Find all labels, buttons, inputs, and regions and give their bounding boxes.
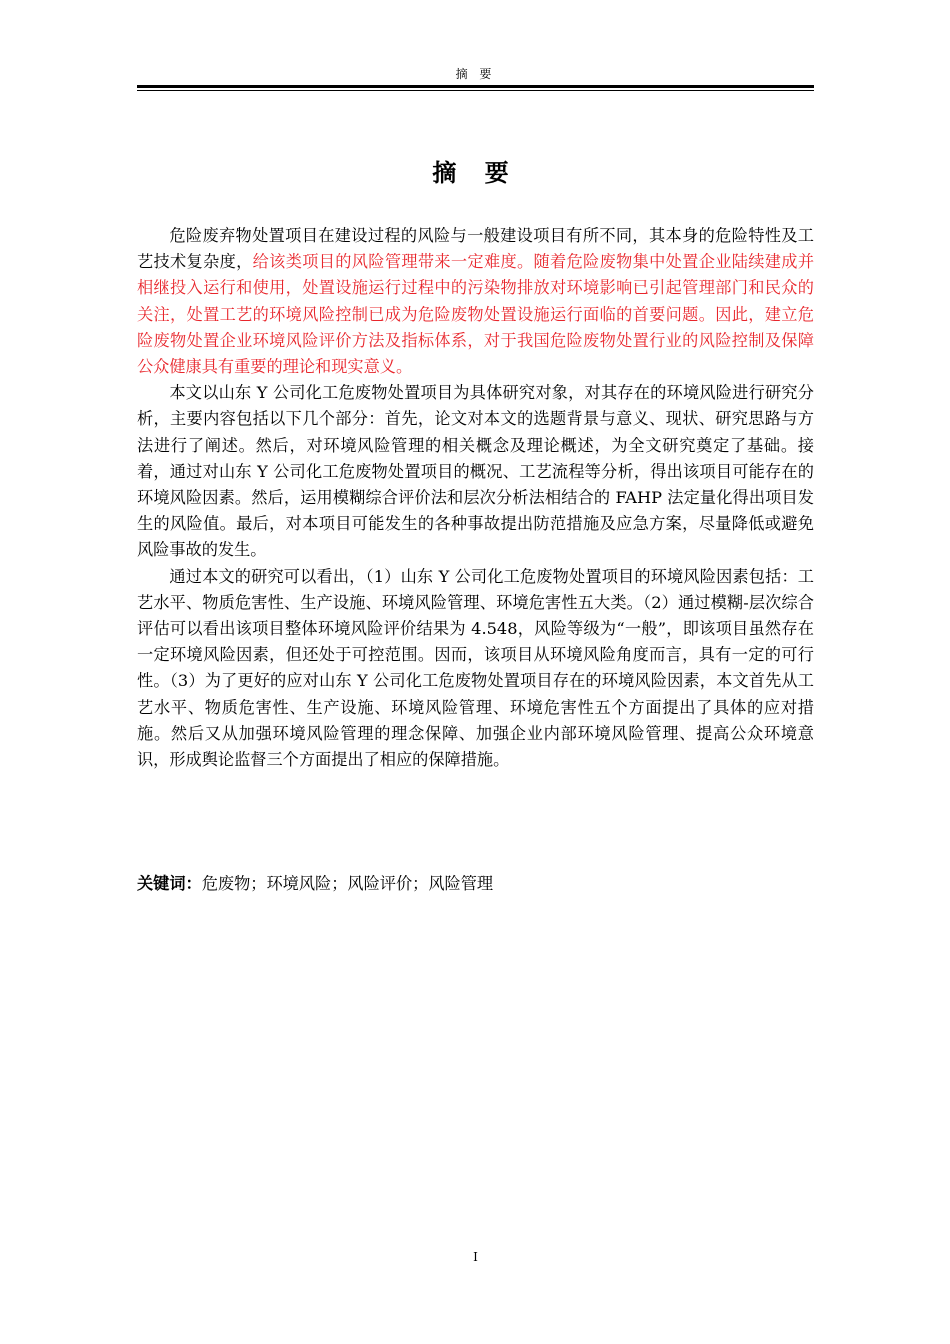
keywords-line xyxy=(137,871,814,897)
keywords-terms: 危废物；环境风险；风险评价；风险管理 xyxy=(201,874,494,893)
header-rule-thin xyxy=(137,90,814,91)
abstract-body xyxy=(137,223,814,773)
abstract-title: 摘 要 xyxy=(432,159,519,187)
running-header: 摘 要 xyxy=(455,67,496,81)
abstract-paragraph-2: 本文以山东 Y 公司化工危废物处置项目为具体研究对象，对其存在的环境风险进行研究分析，主要内容包括以下几个部分：首先，论文对本文的选题背景与意义、现状、研究思路与方法进行了阐述。然后，对环境风险管理的相关概念及理论概述，为全文研究奠定了基础。接着，通过对山东 Y 公司化工危废物处置项目的概况、工艺流程等分析，得出该项目可能存在的环境风险因素。然后，运用模糊综合评价法和层次分析法相结合的 FAHP 法定量化得出项目发生的风险值。最后，对本项目可能发生的各种事故提出防范措施及应急方案，尽量降低或避免风险事故的发生。 xyxy=(137,383,814,560)
paragraph-1-text: 危险废弃物处置项目在建设过程的风险与一般建设项目有所不同，其本身的危险特性及工艺技术复杂度， xyxy=(137,226,814,272)
page-number: I xyxy=(473,1250,478,1264)
abstract-paragraph-3: 通过本文的研究可以看出，（1）山东 Y 公司化工危废物处置项目的环境风险因素包括：工艺水平、物质危害性、生产设施、环境风险管理、环境危害性五大类。（2）通过模糊-层次综合评估可以看出该项目整体环境风险评价结果为 4.548，风险等级为“一般”，即该项目虽然存在一定环境风险因素，但还处于可控范围。因而，该项目从环境风险角度而言，具有一定的可行性。（3）为了更好的应对山东 Y 公司化工危废物处置项目存在的环境风险因素，本文首先从工艺水平、物质危害性、生产设施、环境风险管理、环境危害性五个方面提出了具体的应对措施。然后又从加强环境风险管理的理念保障、加强企业内部环境风险管理、提高公众环境意识，形成舆论监督三个方面提出了相应的保障措施。 xyxy=(137,566,814,770)
keywords-label: 关键词： xyxy=(137,874,202,893)
header-rule-thick xyxy=(137,85,814,88)
abstract-paragraph-1 xyxy=(137,223,814,380)
paragraph-1-highlighted-text: 给该类项目的风险管理带来一定难度。随着危险废物集中处置企业陆续建成并相继投入运行和使用，处置设施运行过程中的污染物排放对环境影响已引起管理部门和民众的关注，处置工艺的环境风险控制已成为危险废物处置设施运行面临的首要问题。因此，建立危险废物处置企业环境风险评价方法及指标体系，对于我国危险废物处置行业的风险控制及保障公众健康具有重要的理论和现实意义。 xyxy=(137,252,815,377)
